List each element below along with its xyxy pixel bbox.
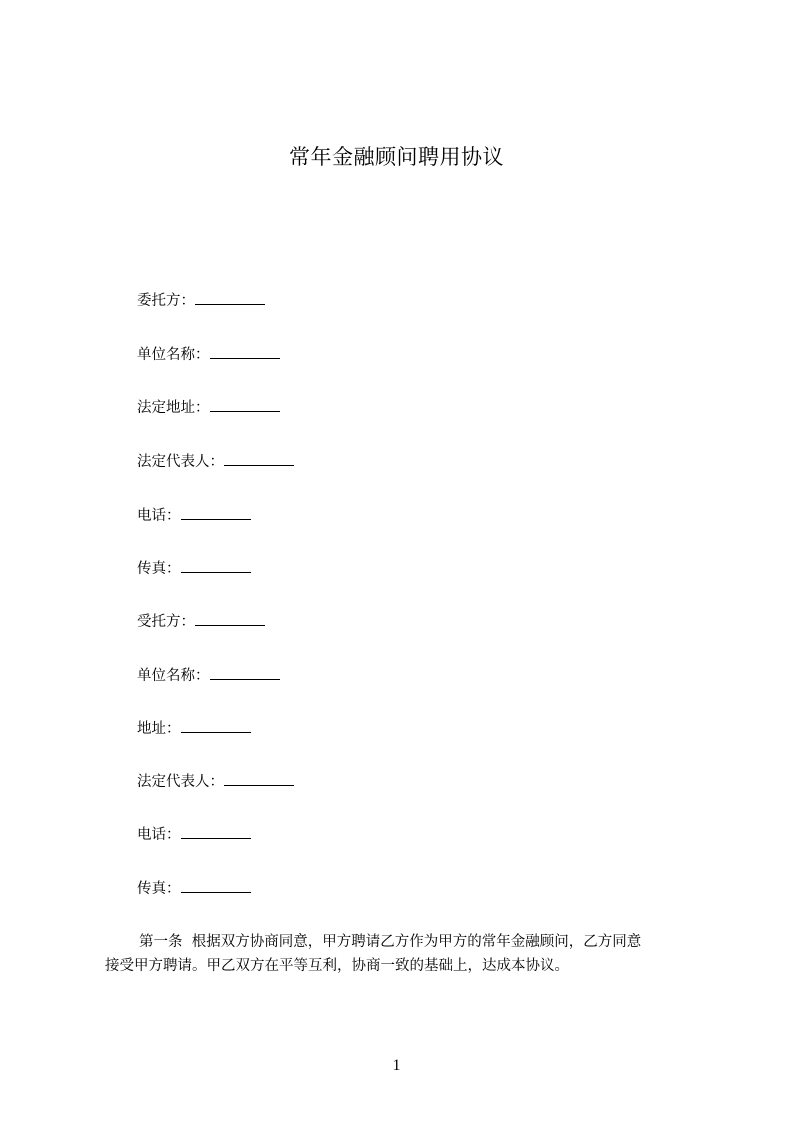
field-label: 法定代表人： — [137, 774, 224, 790]
field-label: 地址： — [137, 721, 181, 737]
field-label: 传真： — [137, 561, 181, 577]
fill-in-blank — [181, 880, 251, 893]
field-trustee-legal-representative — [137, 772, 294, 792]
field-client-company-name — [137, 345, 280, 365]
field-label: 法定代表人： — [137, 454, 224, 470]
fill-in-blank — [181, 826, 251, 839]
document-title: 常年金融顾问聘用协议 — [289, 145, 504, 169]
fill-in-blank — [181, 560, 251, 573]
fill-in-blank — [210, 399, 280, 412]
fill-in-blank — [181, 507, 251, 520]
fill-in-blank — [195, 292, 265, 305]
fill-in-blank — [210, 667, 280, 680]
field-trustee-address — [137, 719, 251, 739]
clause-1-first-line — [105, 930, 705, 954]
clause-1-paragraph — [105, 930, 705, 978]
field-trustee — [137, 612, 265, 632]
field-client-legal-representative — [137, 452, 294, 472]
field-client-legal-address — [137, 398, 280, 418]
field-label: 单位名称： — [137, 347, 210, 363]
page-number: 1 — [392, 1057, 401, 1074]
field-label: 法定地址： — [137, 400, 210, 416]
field-label: 受托方： — [137, 614, 195, 630]
fill-in-blank — [181, 720, 251, 733]
field-label: 电话： — [137, 827, 181, 843]
field-trustee-company-name — [137, 666, 280, 686]
clause-text-line-1: 根据双方协商同意，甲方聘请乙方作为甲方的常年金融顾问，乙方同意 — [191, 934, 642, 950]
field-client — [137, 291, 265, 311]
fill-in-blank — [210, 346, 280, 359]
clause-text-line-2: 接受甲方聘请。甲乙双方在平等互利，协商一致的基础上，达成本协议。 — [105, 958, 569, 974]
field-trustee-phone — [137, 825, 251, 845]
field-label: 委托方： — [137, 293, 195, 309]
field-label: 电话： — [137, 508, 181, 524]
field-client-fax — [137, 559, 251, 579]
field-label: 传真： — [137, 881, 181, 897]
fill-in-blank — [224, 773, 294, 786]
fill-in-blank — [224, 453, 294, 466]
clause-heading: 第一条 — [139, 934, 183, 950]
fill-in-blank — [195, 613, 265, 626]
field-label: 单位名称： — [137, 668, 210, 684]
field-client-phone — [137, 506, 251, 526]
field-trustee-fax — [137, 879, 251, 899]
